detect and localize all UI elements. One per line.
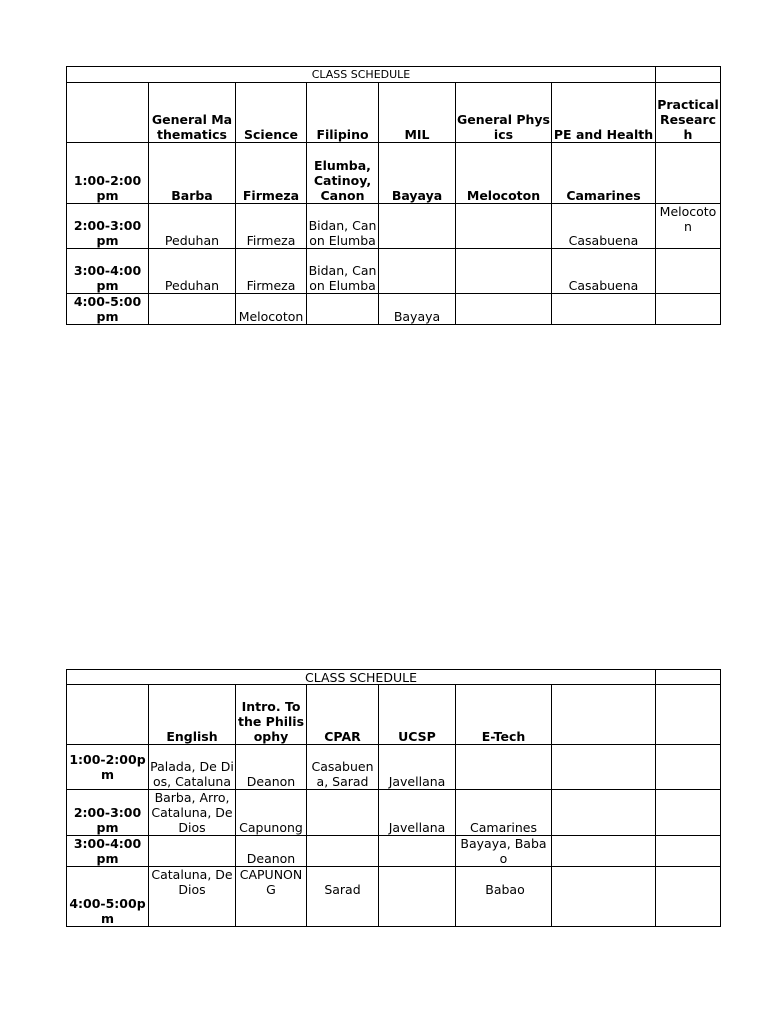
table-cell [149, 836, 236, 867]
table-row [67, 790, 721, 836]
table-cell: Bayaya, Babao [456, 836, 552, 867]
header-cell: English [149, 685, 236, 745]
table-cell [456, 294, 552, 325]
header-cell: CPAR [307, 685, 379, 745]
table-row [67, 204, 721, 249]
table-title: CLASS SCHEDULE [67, 670, 656, 685]
table-cell: Peduhan [149, 249, 236, 294]
table-cell: Camarines [552, 143, 656, 204]
header-cell: UCSP [379, 685, 456, 745]
table-row [67, 745, 721, 790]
table-cell [379, 204, 456, 249]
table-cell: Firmeza [236, 204, 307, 249]
table-cell: Deanon [236, 836, 307, 867]
table-cell: Melocoton [456, 143, 552, 204]
table-row [67, 143, 721, 204]
table-cell [656, 867, 721, 927]
table-cell [456, 249, 552, 294]
table-cell [656, 143, 721, 204]
table-cell [307, 294, 379, 325]
table-cell: Babao [456, 867, 552, 927]
table-cell [379, 249, 456, 294]
table-cell [552, 836, 656, 867]
header-cell: General Mathematics [149, 83, 236, 143]
table-cell: Melocoton [236, 294, 307, 325]
header-cell: Science [236, 83, 307, 143]
time-cell: 4:00-5:00 pm [67, 294, 149, 325]
table-cell [656, 294, 721, 325]
time-cell: 2:00-3:00 pm [67, 790, 149, 836]
table-cell: Bidan, Canon Elumba [307, 204, 379, 249]
header-cell: PE and Health [552, 83, 656, 143]
time-cell: 4:00-5:00pm [67, 867, 149, 927]
table-cell [656, 249, 721, 294]
table-cell: Cataluna, De Dios [149, 867, 236, 927]
table-cell [379, 867, 456, 927]
table-cell: Casabuena [552, 249, 656, 294]
time-cell: 3:00-4:00 pm [67, 836, 149, 867]
table-cell: Bidan, Canon Elumba [307, 249, 379, 294]
table-row [67, 836, 721, 867]
table-row [67, 294, 721, 325]
table-cell [149, 294, 236, 325]
header-cell [552, 685, 656, 745]
table-cell [656, 745, 721, 790]
table-cell: Firmeza [236, 143, 307, 204]
table-cell [307, 790, 379, 836]
table-cell [656, 836, 721, 867]
table-cell: Bayaya [379, 294, 456, 325]
table-cell [656, 790, 721, 836]
header-cell: Practical Research [656, 83, 721, 143]
table-cell: Camarines [456, 790, 552, 836]
table-cell [307, 836, 379, 867]
table-cell [552, 790, 656, 836]
table-cell: Elumba, Catinoy, Canon [307, 143, 379, 204]
table-cell: Peduhan [149, 204, 236, 249]
table-cell [379, 836, 456, 867]
table-title: CLASS SCHEDULE [67, 67, 656, 83]
class-schedule-table-2 [66, 669, 721, 927]
table-cell [552, 745, 656, 790]
header-cell: E-Tech [456, 685, 552, 745]
header-cell [67, 83, 149, 143]
table-cell [552, 294, 656, 325]
table-cell: Javellana [379, 790, 456, 836]
table-cell: Bayaya [379, 143, 456, 204]
table-row [67, 867, 721, 927]
table-cell: Casabuena, Sarad [307, 745, 379, 790]
header-cell: MIL [379, 83, 456, 143]
table-cell [456, 204, 552, 249]
time-cell: 1:00-2:00 pm [67, 143, 149, 204]
header-cell: Filipino [307, 83, 379, 143]
table-cell: Sarad [307, 867, 379, 927]
header-cell: General Physics [456, 83, 552, 143]
table-cell [552, 867, 656, 927]
table-cell: Casabuena [552, 204, 656, 249]
table-cell: Capunong [236, 790, 307, 836]
table-cell: Javellana [379, 745, 456, 790]
header-cell: Intro. To the Philisophy [236, 685, 307, 745]
table-cell: Deanon [236, 745, 307, 790]
table-cell: Firmeza [236, 249, 307, 294]
header-cell [67, 685, 149, 745]
table-cell [656, 67, 721, 83]
time-cell: 3:00-4:00 pm [67, 249, 149, 294]
table-cell: Palada, De Dios, Cataluna [149, 745, 236, 790]
table-cell: Barba, Arro, Cataluna, De Dios [149, 790, 236, 836]
table-row [67, 249, 721, 294]
class-schedule-table-1 [66, 66, 721, 325]
table-cell [456, 745, 552, 790]
table-cell: CAPUNONG [236, 867, 307, 927]
table-cell: Barba [149, 143, 236, 204]
time-cell: 2:00-3:00 pm [67, 204, 149, 249]
time-cell: 1:00-2:00pm [67, 745, 149, 790]
table-cell: Melocoton [656, 204, 721, 249]
table-cell [656, 670, 721, 685]
header-cell [656, 685, 721, 745]
